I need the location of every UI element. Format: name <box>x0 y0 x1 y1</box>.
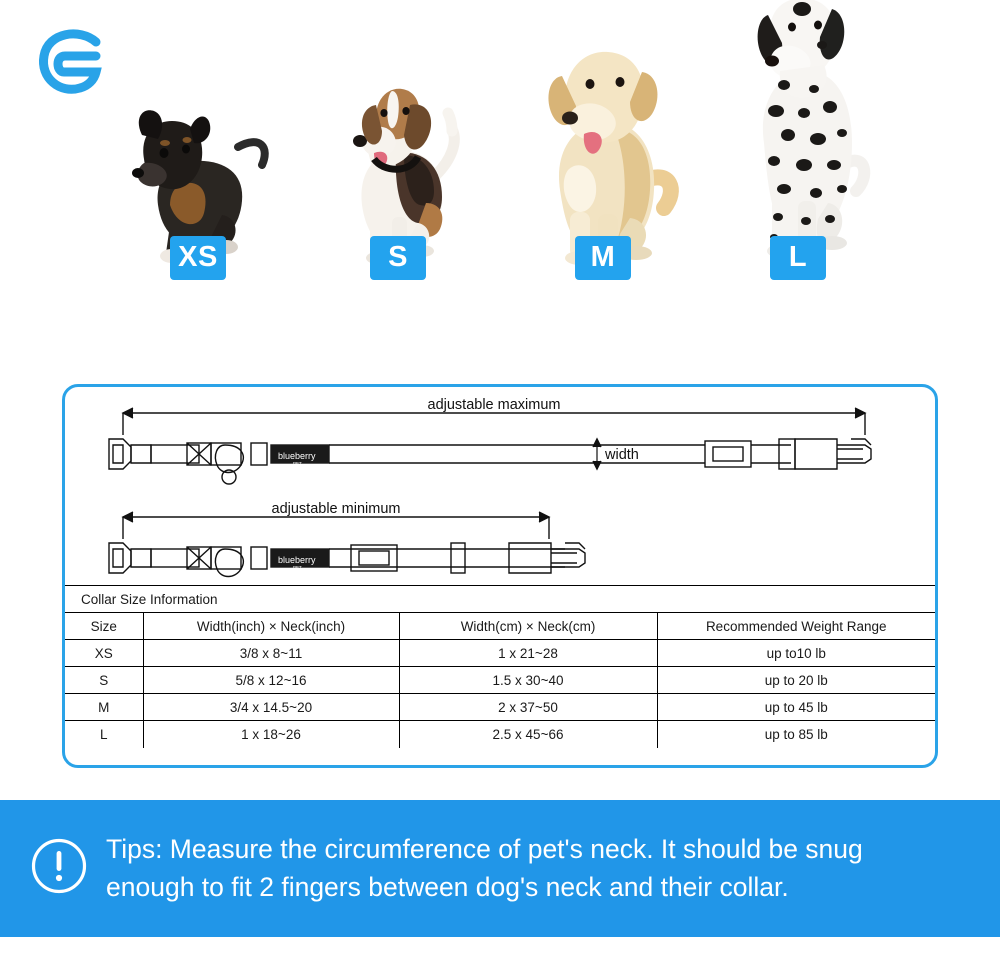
cell-cm: 1 x 21~28 <box>399 640 657 667</box>
header-inch: Width(inch) × Neck(inch) <box>143 613 399 640</box>
tips-text <box>106 831 889 906</box>
label-adjustable-minimum: adjustable minimum <box>271 501 401 517</box>
cell-inch: 3/4 x 14.5~20 <box>143 694 399 721</box>
cell-size: S <box>65 667 143 694</box>
collar-diagram <box>65 387 935 585</box>
dog-size-row <box>0 0 1000 350</box>
header-size: Size <box>65 613 143 640</box>
tips-line-1: Tips: Measure the circumference of pet's neck. It should be snug <box>106 833 863 864</box>
size-chip-xs: XS <box>170 236 226 280</box>
label-width: width <box>605 447 639 463</box>
size-chip-m: M <box>575 236 631 280</box>
size-table-wrap <box>65 585 935 748</box>
cell-inch: 3/8 x 8~11 <box>143 640 399 667</box>
cell-size: XS <box>65 640 143 667</box>
cell-cm: 2.5 x 45~66 <box>399 721 657 748</box>
dog-card-m <box>518 20 688 280</box>
dog-card-l <box>718 0 878 280</box>
cell-inch: 1 x 18~26 <box>143 721 399 748</box>
collar-diagram-panel <box>62 384 938 768</box>
tips-line-2: enough to fit 2 fingers between dog's neck and their collar. <box>106 871 789 902</box>
collar-brand-sub-bottom: PET <box>293 565 302 570</box>
cell-weight: up to 20 lb <box>657 667 935 694</box>
label-adjustable-maximum: adjustable maximum <box>427 397 561 413</box>
header-cm: Width(cm) × Neck(cm) <box>399 613 657 640</box>
size-chip-s: S <box>370 236 426 280</box>
size-chip-l: L <box>770 236 826 280</box>
table-row <box>65 667 935 694</box>
table-header-row <box>65 613 935 640</box>
cell-size: M <box>65 694 143 721</box>
cell-cm: 1.5 x 30~40 <box>399 667 657 694</box>
exclamation-circle-icon <box>30 837 88 900</box>
collar-size-table <box>65 585 935 748</box>
collar-brand-text-bottom: blueberry <box>278 555 316 565</box>
cell-weight: up to 85 lb <box>657 721 935 748</box>
table-row <box>65 721 935 748</box>
dog-card-xs <box>118 85 278 280</box>
cell-inch: 5/8 x 12~16 <box>143 667 399 694</box>
table-caption: Collar Size Information <box>65 586 935 613</box>
table-row <box>65 640 935 667</box>
cell-weight: up to10 lb <box>657 640 935 667</box>
table-caption-row <box>65 586 935 613</box>
collar-brand-sub-top: PET <box>293 461 302 466</box>
tips-banner <box>0 800 1000 937</box>
dog-card-s <box>318 55 478 280</box>
header-weight: Recommended Weight Range <box>657 613 935 640</box>
cell-size: L <box>65 721 143 748</box>
cell-weight: up to 45 lb <box>657 694 935 721</box>
cell-cm: 2 x 37~50 <box>399 694 657 721</box>
table-row <box>65 694 935 721</box>
collar-brand-text-top: blueberry <box>278 451 316 461</box>
